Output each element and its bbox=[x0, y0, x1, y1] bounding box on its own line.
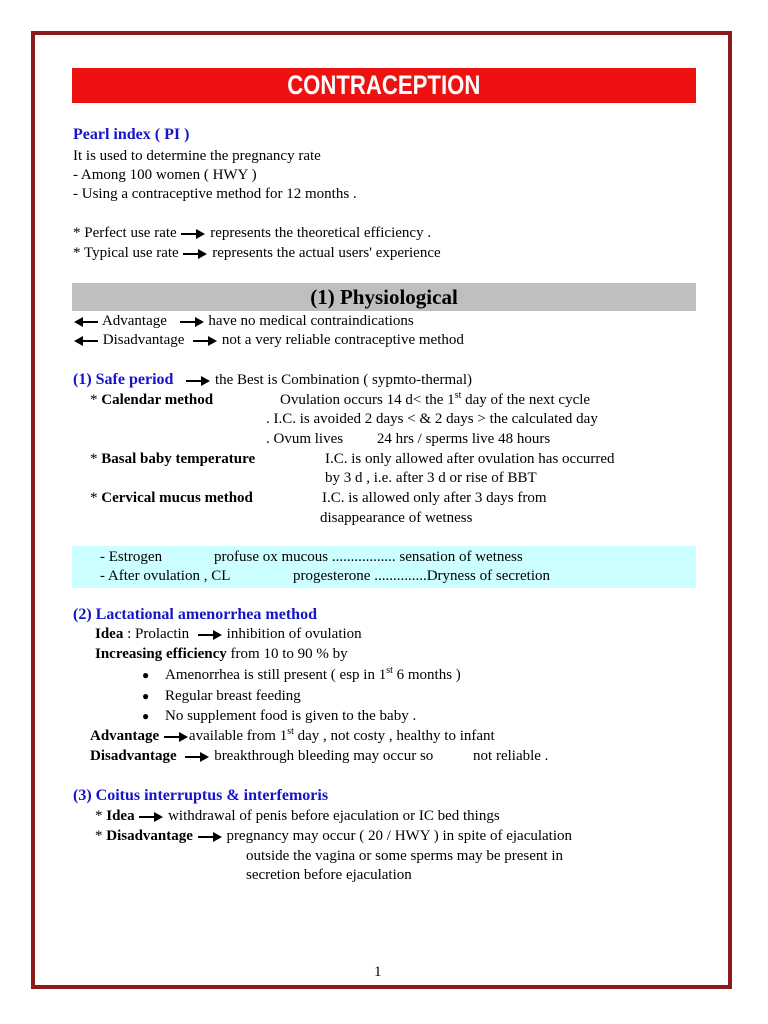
coitus-idea-text: withdrawal of penis before ejaculation or IC bed things bbox=[168, 808, 500, 824]
calendar-line1-sup: st bbox=[454, 390, 462, 401]
pearl-line3: - Using a contraceptive method for 12 months . bbox=[73, 186, 357, 202]
right-arrow-icon bbox=[197, 831, 223, 843]
pearl-line2: - Among 100 women ( HWY ) bbox=[73, 167, 257, 183]
coitus-disadvantage-row bbox=[95, 826, 572, 846]
calendar-line1-a: Ovulation occurs 14 d< the 1 bbox=[280, 392, 455, 408]
physio-advantage-label: Advantage bbox=[101, 313, 167, 329]
lam-bullet1-a: Amenorrhea is still present ( esp in 1 bbox=[165, 667, 387, 683]
section-physiological: (1) Physiological bbox=[72, 283, 696, 311]
pearl-line1: It is used to determine the pregnancy rate bbox=[73, 148, 321, 164]
pearl-heading: Pearl index ( PI ) bbox=[73, 126, 190, 143]
calendar-line3-b: 24 hrs / sperms live 48 hours bbox=[376, 431, 551, 447]
calendar-label: Calendar method bbox=[101, 392, 214, 408]
physio-disadvantage-label: Disadvantage bbox=[102, 332, 185, 348]
lam-increase-text: from 10 to 90 % by bbox=[230, 646, 348, 662]
lam-idea-row bbox=[95, 624, 362, 644]
coitus-dis-line1: pregnancy may occur ( 20 / HWY ) in spite of ejaculation bbox=[226, 828, 573, 844]
right-arrow-icon bbox=[180, 228, 206, 240]
coitus-idea-star: * bbox=[95, 808, 103, 824]
lam-bullet1 bbox=[165, 665, 461, 685]
highlight-row2-b: progesterone ..............Dryness of secretion bbox=[293, 568, 551, 584]
bullet-icon: ● bbox=[142, 668, 150, 682]
right-arrow-icon bbox=[197, 629, 223, 641]
highlight-row1-a: - Estrogen bbox=[100, 549, 163, 565]
lam-increase-label: Increasing efficiency bbox=[95, 646, 227, 662]
right-arrow-icon bbox=[138, 811, 164, 823]
lam-disadvantage-a: breakthrough bleeding may occur so bbox=[214, 748, 434, 764]
bbt-label: Basal baby temperature bbox=[101, 451, 256, 467]
perfect-use-text: represents the theoretical efficiency . bbox=[210, 225, 432, 241]
bbt-line1: I.C. is only allowed after ovulation has occurred bbox=[325, 451, 615, 467]
cervical-star: * bbox=[90, 490, 98, 506]
right-arrow-icon bbox=[182, 248, 208, 260]
lam-advantage-b: day , not costy , healthy to infant bbox=[293, 728, 495, 744]
lam-disadvantage-label: Disadvantage bbox=[90, 748, 177, 764]
page-number: 1 bbox=[374, 964, 382, 980]
left-arrow-icon bbox=[73, 316, 99, 328]
right-arrow-icon bbox=[179, 316, 205, 328]
lam-idea-b: inhibition of ovulation bbox=[226, 626, 362, 642]
left-arrow-icon bbox=[73, 335, 99, 347]
lam-disadvantage-b: not reliable . bbox=[473, 748, 549, 764]
calendar-star: * bbox=[90, 392, 98, 408]
coitus-idea-row bbox=[95, 806, 500, 826]
coitus-dis-label: Disadvantage bbox=[106, 828, 193, 844]
physio-disadvantage-text: not a very reliable contraceptive method bbox=[221, 332, 464, 348]
lam-disadvantage-row bbox=[90, 746, 548, 766]
lam-bullet1-sup: st bbox=[386, 665, 393, 676]
bbt-star: * bbox=[90, 451, 98, 467]
lam-bullet2: Regular breast feeding bbox=[165, 688, 301, 704]
safe-period-row bbox=[73, 370, 472, 390]
lam-advantage-sup: st bbox=[287, 726, 294, 737]
bbt-label-row bbox=[90, 449, 255, 469]
typical-use-text: represents the actual users' experience bbox=[212, 245, 441, 261]
bbt-line2: by 3 d , i.e. after 3 d or rise of BBT bbox=[325, 470, 537, 486]
right-arrow-icon bbox=[192, 335, 218, 347]
right-arrow-icon bbox=[163, 731, 189, 743]
typical-use-label: * Typical use rate bbox=[73, 245, 179, 261]
bullet-icon: ● bbox=[142, 709, 150, 723]
perfect-use-label: * Perfect use rate bbox=[73, 225, 177, 241]
lam-heading: (2) Lactational amenorrhea method bbox=[73, 606, 317, 623]
calendar-line3-a: . Ovum lives bbox=[266, 431, 344, 447]
coitus-heading: (3) Coitus interruptus & interfemoris bbox=[73, 787, 329, 804]
cervical-line2: disappearance of wetness bbox=[320, 510, 473, 526]
safe-period-text: the Best is Combination ( sypmto-thermal) bbox=[214, 372, 472, 388]
physio-advantage-row bbox=[73, 311, 414, 331]
coitus-idea-label: Idea bbox=[106, 808, 135, 824]
cervical-label: Cervical mucus method bbox=[101, 490, 253, 506]
safe-period-heading: (1) Safe period bbox=[73, 371, 174, 388]
coitus-dis-star: * bbox=[95, 828, 103, 844]
page-title: CONTRACEPTION bbox=[72, 68, 696, 103]
calendar-line3 bbox=[266, 429, 550, 449]
cervical-line1: I.C. is allowed only after 3 days from bbox=[322, 490, 547, 506]
lam-idea-a: : Prolactin bbox=[127, 626, 190, 642]
right-arrow-icon bbox=[185, 375, 211, 387]
lam-advantage-label: Advantage bbox=[90, 728, 160, 744]
lam-bullet1-b: 6 months ) bbox=[392, 667, 461, 683]
calendar-label-row bbox=[90, 390, 213, 410]
lam-bullet3: No supplement food is given to the baby . bbox=[165, 708, 417, 724]
typical-use-row bbox=[73, 243, 441, 263]
perfect-use-row bbox=[73, 223, 431, 243]
lam-increase-row bbox=[95, 644, 348, 664]
coitus-dis-line3: secretion before ejaculation bbox=[246, 867, 412, 883]
bullet-icon: ● bbox=[142, 689, 150, 703]
lam-idea-label: Idea bbox=[95, 626, 124, 642]
physio-disadvantage-row bbox=[73, 330, 464, 350]
lam-advantage-a: available from 1 bbox=[188, 728, 288, 744]
right-arrow-icon bbox=[184, 751, 210, 763]
lam-advantage-row bbox=[90, 726, 495, 746]
highlight-row1-b: profuse ox mucous ................. sensation of wetness bbox=[214, 549, 523, 565]
calendar-line1 bbox=[280, 390, 590, 410]
physio-advantage-text: have no medical contraindications bbox=[208, 313, 414, 329]
coitus-dis-line2: outside the vagina or some sperms may be present in bbox=[246, 848, 564, 864]
calendar-line1-b: day of the next cycle bbox=[461, 392, 591, 408]
highlight-row2-a: - After ovulation , CL bbox=[100, 568, 231, 584]
cervical-label-row bbox=[90, 488, 253, 508]
calendar-line2: . I.C. is avoided 2 days < & 2 days > the calculated day bbox=[266, 411, 598, 427]
